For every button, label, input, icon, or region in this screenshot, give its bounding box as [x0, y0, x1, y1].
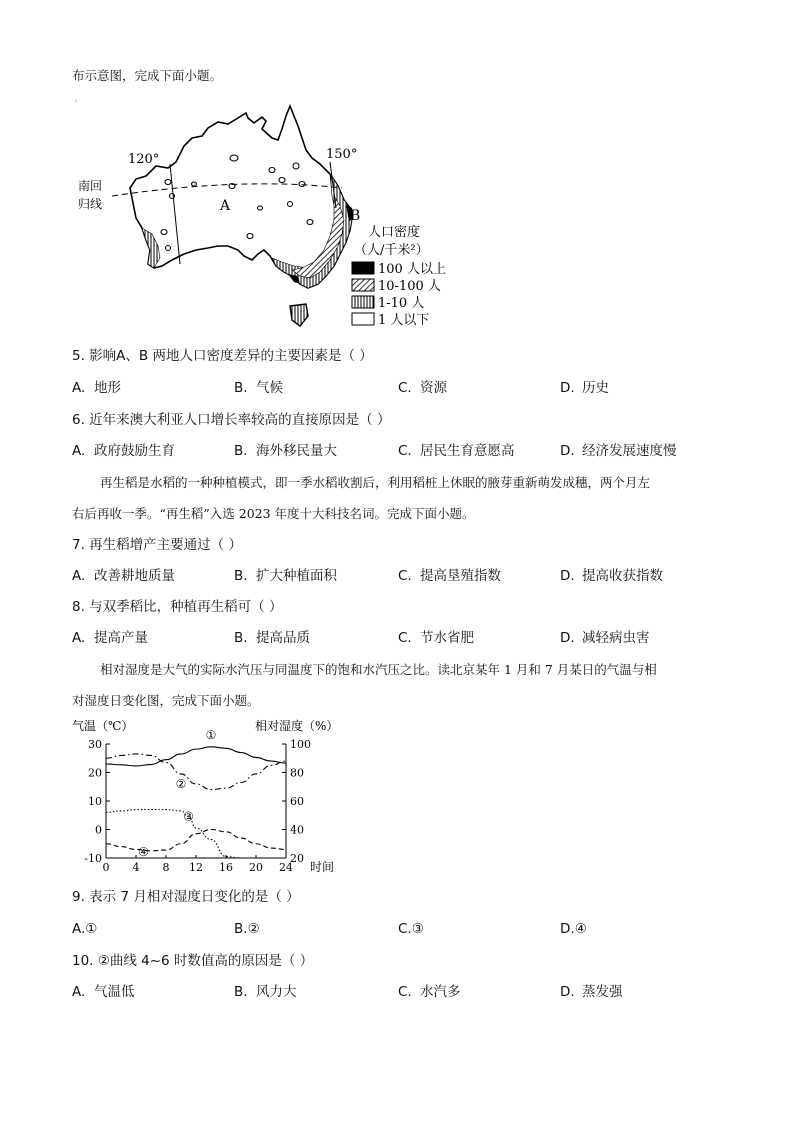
legend-unit: （人/千米²） [354, 243, 429, 258]
lon-150-label: 150° [326, 147, 358, 162]
option[interactable]: C. 提高垦殖指数 [398, 568, 501, 584]
legend-item-1: 100 人以上 [378, 262, 446, 277]
temp-humidity-chart [70, 716, 340, 876]
map-legend [352, 224, 446, 328]
option[interactable]: B. 扩大种植面积 [234, 568, 337, 584]
option[interactable]: C. 居民生育意愿高 [398, 443, 515, 459]
options-q10 [72, 982, 732, 1002]
legend-item-3: 1-10 人 [378, 296, 425, 311]
x-tick-label: 0 [102, 861, 110, 874]
option[interactable]: D.④ [560, 921, 587, 937]
series-label-2: ② [175, 776, 187, 791]
x-tick-label: 20 [249, 861, 263, 874]
options-q7 [72, 566, 732, 586]
y-left-tick-label: 10 [88, 795, 102, 808]
option[interactable]: B.② [234, 921, 260, 937]
lon-120-label: 120° [128, 152, 160, 167]
legend-item-4: 1 人以下 [378, 313, 430, 328]
intro-rice-1: 再生稻是水稻的一种种植模式，即一季水稻收割后，利用稻桩上休眠的腋芽重新萌发成穗，两个月左 [100, 475, 651, 490]
option[interactable]: A. 提高产量 [72, 630, 148, 646]
option[interactable]: B. 提高品质 [234, 630, 310, 646]
y-left-tick-label: 30 [88, 738, 102, 751]
option[interactable]: B. 风力大 [234, 984, 297, 1000]
question-6: 6. 近年来澳大利亚人口增长率较高的直接原因是（ ） [72, 412, 391, 428]
y-right-label: 相对湿度（%） [255, 719, 339, 733]
x-axis-label: 时间 [310, 860, 335, 874]
question-5: 5. 影响A、B 两地人口密度差异的主要因素是（ ） [72, 348, 373, 364]
y-left-tick-label: 0 [95, 823, 102, 837]
y-right-tick-label: 100 [290, 738, 311, 751]
svg-text:⌟: ⌟ [74, 96, 78, 103]
option[interactable]: A. 气温低 [72, 984, 135, 1000]
options-q8 [72, 628, 732, 648]
intro-humidity-1: 相对湿度是大气的实际水汽压与同温度下的饱和水汽压之比。读北京某年 1 月和 7 月某日的气温与相 [100, 662, 657, 677]
y-right-tick-label: 60 [290, 795, 304, 808]
series-label-4: ④ [138, 844, 149, 859]
series-label-3: ③ [183, 809, 194, 824]
series-line-4 [106, 830, 286, 851]
options-q9 [72, 919, 732, 939]
intro-humidity-2: 对湿度日变化图，完成下面小题。 [72, 693, 260, 708]
option[interactable]: B. 海外移民量大 [234, 443, 337, 459]
option[interactable]: A. 地形 [72, 380, 121, 396]
option[interactable]: C. 水汽多 [398, 984, 461, 1000]
option[interactable]: C. 资源 [398, 380, 447, 396]
series-label-1: ① [205, 727, 217, 742]
question-9: 9. 表示 7 月相对湿度日变化的是（ ） [72, 889, 300, 905]
legend-item-2: 10-100 人 [378, 279, 441, 294]
population-density-map [72, 96, 472, 336]
option[interactable]: D. 提高收获指数 [560, 568, 663, 584]
x-tick-label: 24 [279, 861, 293, 874]
option[interactable]: D. 蒸发强 [560, 984, 623, 1000]
y-left-tick-label: -10 [84, 852, 102, 865]
option[interactable]: A. 政府鼓励生育 [72, 443, 175, 459]
label-a: A [220, 198, 231, 214]
question-7: 7. 再生稻增产主要通过（ ） [72, 537, 242, 553]
legend-title: 人口密度 [368, 225, 421, 240]
x-tick-label: 16 [219, 861, 233, 874]
question-10: 10. ②曲线 4~6 时数值高的原因是（ ） [72, 953, 314, 969]
x-tick-label: 12 [189, 861, 203, 874]
question-8: 8. 与双季稻比，种植再生稻可（ ） [72, 599, 283, 615]
option[interactable]: B. 气候 [234, 380, 283, 396]
option[interactable]: A. 改善耕地质量 [72, 568, 175, 584]
option[interactable]: A.① [72, 921, 98, 937]
options-q6 [72, 441, 732, 461]
option[interactable]: D. 历史 [560, 380, 609, 396]
y-right-tick-label: 20 [290, 852, 304, 865]
y-left-tick-label: 20 [88, 766, 102, 780]
tasmania [290, 304, 308, 326]
series-line-1 [106, 747, 286, 766]
option[interactable]: D. 减轻病虫害 [560, 630, 650, 646]
options-q5 [72, 378, 732, 398]
x-tick-label: 8 [162, 861, 170, 874]
y-right-tick-label: 80 [290, 766, 304, 780]
x-tick-label: 4 [132, 861, 140, 874]
y-left-label: 气温（℃） [72, 719, 134, 733]
series-line-3 [106, 810, 241, 858]
intro-rice-2: 右后再收一季。“再生稻”入选 2023 年度十大科技名词。完成下面小题。 [72, 506, 475, 521]
tropic-label-2: 归线 [78, 197, 103, 211]
tropic-label-1: 南回 [78, 179, 103, 193]
option[interactable]: C. 节水省肥 [398, 630, 474, 646]
intro-map: 布示意图，完成下面小题。 [72, 68, 223, 83]
option[interactable]: D. 经济发展速度慢 [560, 443, 677, 459]
option[interactable]: C.③ [398, 921, 424, 937]
series-line-2 [106, 754, 286, 790]
y-right-tick-label: 40 [290, 823, 304, 837]
label-b: B [350, 208, 361, 224]
